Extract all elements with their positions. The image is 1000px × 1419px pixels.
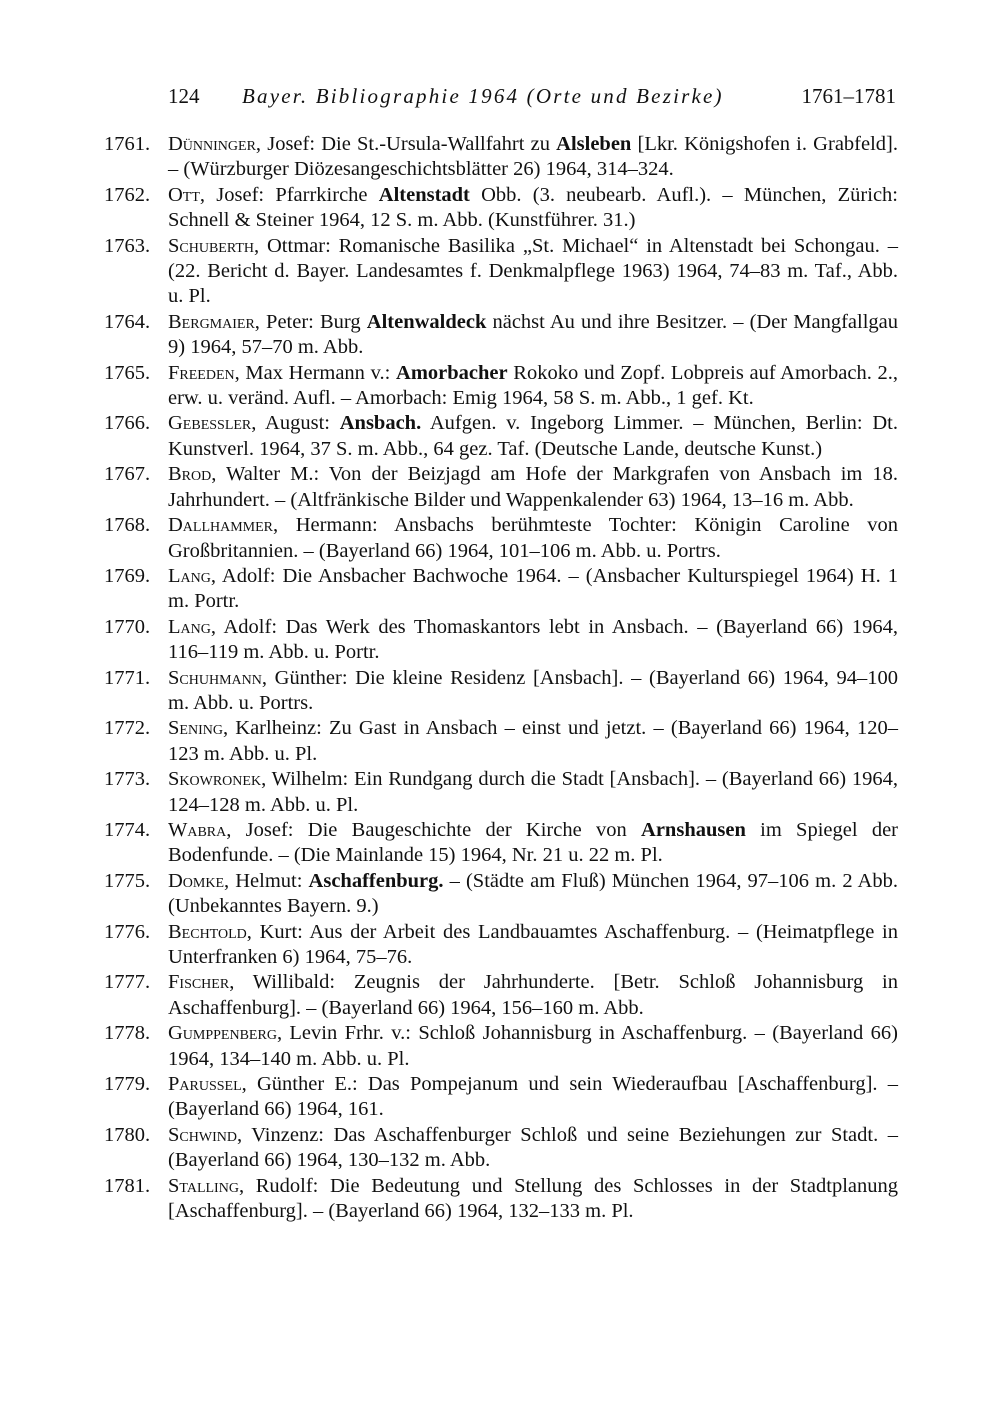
entry-author: Schuhmann xyxy=(168,666,262,689)
entry-place-name: Ansbach. xyxy=(339,412,422,435)
bibliography-entry xyxy=(104,1174,898,1225)
bibliography-entry xyxy=(104,310,898,361)
entry-number: 1762. xyxy=(104,183,151,206)
entry-list xyxy=(104,132,898,1224)
entry-text: , Günther: Die kleine Residenz [Ansbach]. – (Bayerland 66) 1964, 94–100 m. Abb. u. Portrs. xyxy=(168,666,898,714)
entry-number: 1768. xyxy=(104,514,151,537)
entry-number: 1764. xyxy=(104,310,151,333)
entry-author: Sening xyxy=(168,717,223,740)
entry-author: Brod xyxy=(168,463,212,486)
entry-text-continued: nächst Au und ihre Besitzer. – (Der Mangfallgau 9) 1964, 57–70 m. Abb. xyxy=(168,310,899,359)
entry-author: Wabra xyxy=(168,818,227,841)
entry-text: , Josef: Die St.-Ursula-Wallfahrt zu xyxy=(255,133,557,155)
page-number: 124 xyxy=(168,84,200,108)
entry-author: Gebessler xyxy=(168,412,252,435)
entry-number: 1769. xyxy=(104,564,151,587)
bibliography-entry xyxy=(104,564,898,615)
entry-author: Dünninger xyxy=(168,133,256,155)
entry-text: , Walter M.: Von der Beizjagd am Hofe der Markgrafen von Ansbach im 18. Jahrhundert. – (Altfränkische Bilder und Wappenkalender 63) 1964, 13–16 m. Abb. xyxy=(168,463,898,511)
entry-number: 1771. xyxy=(104,666,151,689)
entry-author: Bergmaier xyxy=(168,310,255,333)
entry-author: Parussel xyxy=(168,1073,242,1096)
entry-author: Freeden xyxy=(168,361,235,384)
bibliography-entry xyxy=(104,361,898,412)
entry-number: 1766. xyxy=(104,412,151,435)
bibliography-entry xyxy=(104,462,898,513)
entry-author: Domke xyxy=(168,869,225,892)
entry-author: Skowronek xyxy=(168,768,262,791)
entry-number: 1772. xyxy=(104,717,151,740)
entry-place-name: Alsleben xyxy=(556,133,632,155)
entry-text: , Josef: Die Baugeschichte der Kirche von xyxy=(226,818,642,841)
entry-text: , Wilhelm: Ein Rundgang durch die Stadt [Ansbach]. – (Bayerland 66) 1964, 124–128 m. Abb. u. Pl. xyxy=(168,768,898,816)
entry-text: , Levin Frhr. v.: Schloß Johannisburg in Aschaffenburg. – (Bayerland 66) 1964, 134–140 m. Abb. u. Pl. xyxy=(168,1022,898,1070)
running-title: Bayer. Bibliographie 1964 (Orte und Bezirke) xyxy=(242,84,724,108)
entry-author: Dallhammer xyxy=(168,514,274,537)
entry-text: , Peter: Burg xyxy=(254,310,367,333)
bibliography-entry xyxy=(104,234,898,310)
entry-text-continued: Aufgen. v. Ingeborg Limmer. – München, Berlin: Dt. Kunstverl. 1964, 37 S. m. Abb., 64 gez. Taf. (Deutsche Lande, deutsche Kunst.) xyxy=(168,412,898,460)
entry-author: Lang xyxy=(168,564,211,587)
entry-number: 1770. xyxy=(104,615,151,638)
bibliography-entry xyxy=(104,513,898,564)
bibliography-entry xyxy=(104,1123,898,1174)
bibliography-entry xyxy=(104,1021,898,1072)
entry-number: 1775. xyxy=(104,869,151,892)
entry-number: 1761. xyxy=(104,133,151,155)
bibliography-entry xyxy=(104,411,898,462)
entry-text-continued: – (Städte am Fluß) München 1964, 97–106 m. 2 Abb. (Unbekanntes Bayern. 9.) xyxy=(168,869,898,918)
entry-number: 1777. xyxy=(104,971,151,994)
entry-text: , Hermann: Ansbachs berühmteste Tochter: Königin Caroline von Großbritannien. – (Bayerland 66) 1964, 101–106 m. Abb. u. Portrs. xyxy=(168,514,898,562)
entry-text: , Willibald: Zeugnis der Jahrhunderte. [Betr. Schloß Johannisburg in Aschaffenburg]. – (Bayerland 66) 1964, 156–160 m. Abb. xyxy=(168,971,898,1019)
entry-author: Stalling xyxy=(168,1174,239,1197)
entry-text: , Kurt: Aus der Arbeit des Landbauamtes Aschaffenburg. – (Heimatpflege in Unterfranken 6) 1964, 75–76. xyxy=(168,920,898,968)
entry-text-continued: [Lkr. Königshofen i. Grabfeld]. – (Würzburger Diözesangeschichtsblätter 26) 1964, 314–324. xyxy=(168,133,898,181)
entry-number: 1774. xyxy=(104,818,151,841)
bibliography-entry xyxy=(104,132,898,183)
entry-place-name: Altenwaldeck xyxy=(366,310,487,333)
entry-number: 1763. xyxy=(104,234,151,257)
bibliography-entry xyxy=(104,970,898,1021)
entry-number: 1767. xyxy=(104,463,151,486)
entry-text: , Rudolf: Die Bedeutung und Stellung des Schlosses in der Stadtplanung [Aschaffenburg]. – (Bayerland 66) 1964, 132–133 m. Pl. xyxy=(168,1174,898,1223)
entry-text: , Josef: Pfarrkirche xyxy=(199,183,379,206)
entry-text: , Günther E.: Das Pompejanum und sein Wiederaufbau [Aschaffenburg]. – (Bayerland 66) 1964, 161. xyxy=(168,1073,898,1121)
page-header xyxy=(168,84,896,114)
entry-number: 1773. xyxy=(104,768,151,791)
bibliography-entry xyxy=(104,615,898,666)
entry-number: 1778. xyxy=(104,1022,151,1045)
entry-place-name: Amorbacher xyxy=(396,361,508,384)
entry-text: , Adolf: Die Ansbacher Bachwoche 1964. – (Ansbacher Kulturspiegel 1964) H. 1 m. Portr. xyxy=(168,564,898,613)
bibliography-entry xyxy=(104,666,898,717)
entry-author: Lang xyxy=(168,615,211,638)
entry-author: Bechtold xyxy=(168,920,247,943)
entry-text: , Max Hermann v.: xyxy=(234,361,397,384)
entry-number: 1779. xyxy=(104,1073,151,1096)
entry-text-continued: Obb. (3. neubearb. Aufl.). – München, Zürich: Schnell & Steiner 1964, 12 S. m. Abb. (Kunstführer. 31.) xyxy=(168,183,899,232)
entry-text-continued: im Spiegel der Bodenfunde. – (Die Mainlande 15) 1964, Nr. 21 u. 22 m. Pl. xyxy=(168,818,898,867)
entry-range: 1761–1781 xyxy=(801,84,896,108)
entry-place-name: Arnshausen xyxy=(641,818,746,841)
entry-number: 1776. xyxy=(104,920,151,943)
entry-author: Schwind xyxy=(168,1123,237,1146)
entry-author: Ott xyxy=(168,183,200,206)
bibliography-entry xyxy=(104,920,898,971)
entry-place-name: Altenstadt xyxy=(378,183,470,206)
entry-number: 1780. xyxy=(104,1123,151,1146)
entry-author: Schuberth xyxy=(168,234,255,257)
bibliography-entry xyxy=(104,869,898,920)
entry-author: Gumppenberg xyxy=(168,1022,277,1045)
bibliography-entry xyxy=(104,818,898,869)
entry-text-continued: Rokoko und Zopf. Lobpreis auf Amorbach. 2., erw. u. veränd. Aufl. – Amorbach: Emig 1964, 58 S. m. Abb., 1 gef. Kt. xyxy=(168,361,898,410)
entry-text: , Adolf: Das Werk des Thomaskantors lebt in Ansbach. – (Bayerland 66) 1964, 116–119 m. Abb. u. Portr. xyxy=(168,615,898,664)
bibliography-entry xyxy=(104,767,898,818)
entry-text: , Ottmar: Romanische Basilika „St. Michael“ in Altenstadt bei Schongau. – (22. Bericht d. Bayer. Landesamtes f. Denkmalpflege 1963) 1964, 74–83 m. Taf., Abb. u. Pl. xyxy=(168,234,898,308)
bibliography-entry xyxy=(104,1072,898,1123)
entry-text: , Karlheinz: Zu Gast in Ansbach – einst und jetzt. – (Bayerland 66) 1964, 120–123 m. Abb. u. Pl. xyxy=(168,717,898,765)
bibliography-entry xyxy=(104,183,898,234)
entry-text: , August: xyxy=(251,412,340,435)
entry-text: , Vinzenz: Das Aschaffenburger Schloß und seine Beziehungen zur Stadt. – (Bayerland 66) 1964, 130–132 m. Abb. xyxy=(168,1123,898,1172)
entry-number: 1781. xyxy=(104,1174,151,1197)
entry-number: 1765. xyxy=(104,361,151,384)
bibliography-entry xyxy=(104,716,898,767)
entry-text: , Helmut: xyxy=(224,869,309,892)
entry-place-name: Aschaffenburg. xyxy=(308,869,444,892)
entry-author: Fischer xyxy=(168,971,230,994)
